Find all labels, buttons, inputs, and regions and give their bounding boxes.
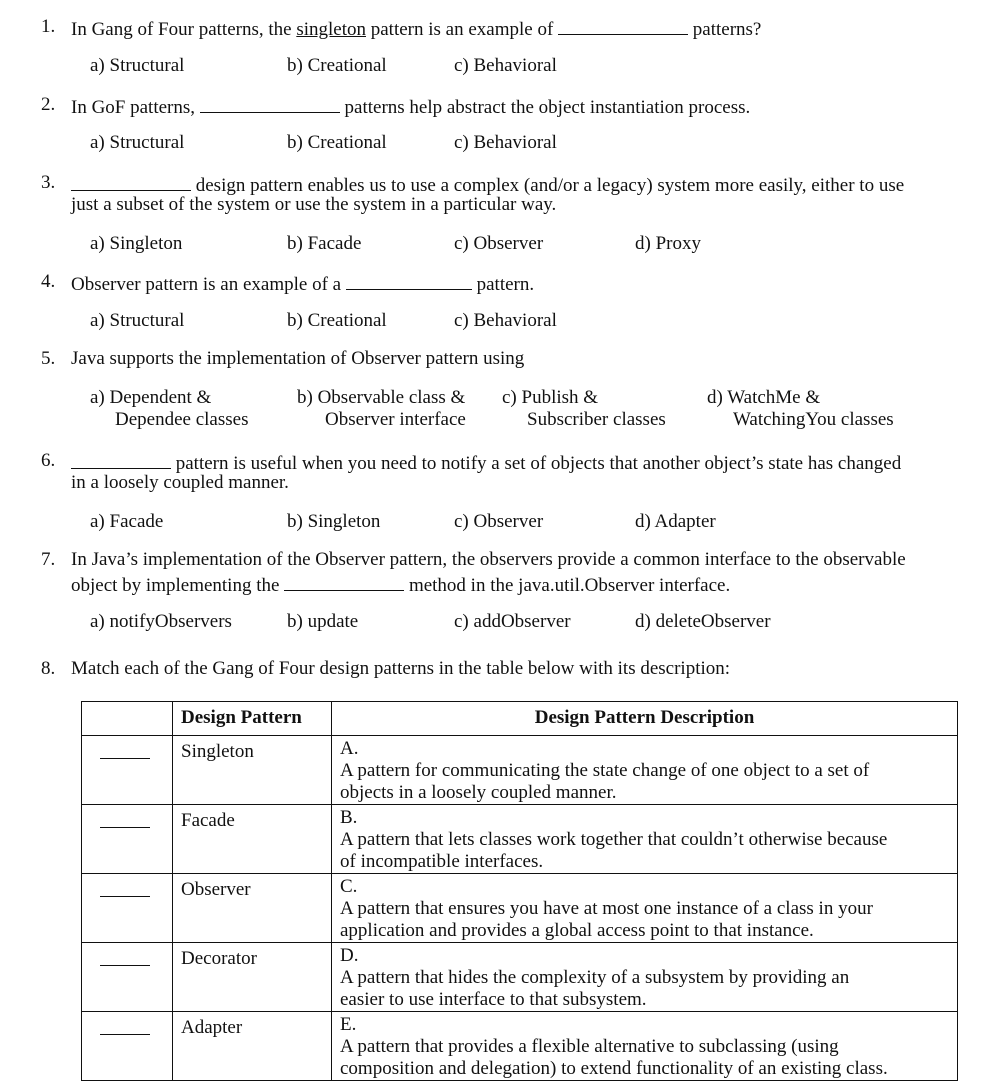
question-6-option-c[interactable]: c) Observer xyxy=(454,511,544,532)
question-4-option-a[interactable]: a) Structural xyxy=(90,310,185,331)
question-7-text: In Java’s implementation of the Observer pattern, the observers provide a common interface to the observable xyxy=(71,549,906,570)
question-6-option-b[interactable]: b) Singleton xyxy=(287,511,381,532)
pattern-description: D. A pattern that hides the complexity of a subsystem by providing an easier to use interface to that subsystem. xyxy=(332,943,958,1012)
question-5-option-c[interactable]: c) Publish & Subscriber classes xyxy=(502,387,666,430)
question-6-text-line2: in a loosely coupled manner. xyxy=(71,472,289,493)
question-2-blank[interactable] xyxy=(200,94,340,113)
question-4-number: 4. xyxy=(41,271,56,292)
question-5-text: Java supports the implementation of Observer pattern using xyxy=(71,348,525,369)
question-3-text: design pattern enables us to use a complex (and/or a legacy) system more easily, either to use xyxy=(71,172,904,197)
question-5-option-b[interactable]: b) Observable class & Observer interface xyxy=(297,387,466,430)
table-row xyxy=(82,874,958,943)
question-7-number: 7. xyxy=(41,549,56,570)
question-1-option-b[interactable]: b) Creational xyxy=(287,55,387,76)
question-3-option-a[interactable]: a) Singleton xyxy=(90,233,183,254)
table-header-row xyxy=(82,702,958,736)
question-5-option-d[interactable]: d) WatchMe & WatchingYou classes xyxy=(707,387,894,430)
table-row xyxy=(82,1012,958,1081)
question-4-blank[interactable] xyxy=(346,271,472,290)
question-8-text: Match each of the Gang of Four design patterns in the table below with its description: xyxy=(71,658,731,679)
question-7-text-line2: object by implementing the method in the java.util.Observer interface. xyxy=(71,572,730,597)
pattern-description: A. A pattern for communicating the state change of one object to a set of objects in a loosely coupled manner. xyxy=(332,736,958,805)
question-1-blank[interactable] xyxy=(558,16,688,35)
answer-blank-adapter[interactable] xyxy=(100,1034,150,1035)
question-3-blank[interactable] xyxy=(71,172,191,191)
answer-blank-observer[interactable] xyxy=(100,896,150,897)
question-7-blank[interactable] xyxy=(284,572,404,591)
question-4-text: Observer pattern is an example of a pattern. xyxy=(71,271,534,296)
question-6-blank[interactable] xyxy=(71,450,171,469)
table-row xyxy=(82,736,958,805)
question-1-number: 1. xyxy=(41,16,56,37)
question-1-option-c[interactable]: c) Behavioral xyxy=(454,55,557,76)
question-4-option-b[interactable]: b) Creational xyxy=(287,310,387,331)
question-7-option-b[interactable]: b) update xyxy=(287,611,359,632)
answer-blank-singleton[interactable] xyxy=(100,758,150,759)
question-6-option-d[interactable]: d) Adapter xyxy=(635,511,716,532)
question-2-option-c[interactable]: c) Behavioral xyxy=(454,132,557,153)
question-2-text: In GoF patterns, patterns help abstract the object instantiation process. xyxy=(71,94,750,119)
question-3-option-d[interactable]: d) Proxy xyxy=(635,233,701,254)
answer-column-header xyxy=(82,702,173,736)
question-1-option-a[interactable]: a) Structural xyxy=(90,55,185,76)
pattern-description: B. A pattern that lets classes work together that couldn’t otherwise because of incompatible interfaces. xyxy=(332,805,958,874)
question-8-number: 8. xyxy=(41,658,56,679)
question-2-option-a[interactable]: a) Structural xyxy=(90,132,185,153)
question-1-text: In Gang of Four patterns, the singleton pattern is an example of patterns? xyxy=(71,16,761,41)
question-3-number: 3. xyxy=(41,172,56,193)
matching-table xyxy=(81,701,958,1081)
question-6-option-a[interactable]: a) Facade xyxy=(90,511,164,532)
question-3-text-line2: just a subset of the system or use the system in a particular way. xyxy=(71,194,557,215)
question-3-option-b[interactable]: b) Facade xyxy=(287,233,362,254)
pattern-name: Facade xyxy=(173,805,332,874)
question-7-option-d[interactable]: d) deleteObserver xyxy=(635,611,771,632)
question-2-option-b[interactable]: b) Creational xyxy=(287,132,387,153)
table-row xyxy=(82,805,958,874)
question-5-number: 5. xyxy=(41,348,56,369)
singleton-underlined: singleton xyxy=(296,19,366,40)
pattern-name: Adapter xyxy=(173,1012,332,1081)
question-2-number: 2. xyxy=(41,94,56,115)
pattern-description: C. A pattern that ensures you have at most one instance of a class in your application and provides a global access point to that instance. xyxy=(332,874,958,943)
question-6-number: 6. xyxy=(41,450,56,471)
pattern-description: E. A pattern that provides a flexible alternative to subclassing (using composition and delegation) to extend functionality of an existing class. xyxy=(332,1012,958,1081)
answer-blank-facade[interactable] xyxy=(100,827,150,828)
table-row xyxy=(82,943,958,1012)
design-pattern-header: Design Pattern xyxy=(173,702,332,736)
question-4-option-c[interactable]: c) Behavioral xyxy=(454,310,557,331)
answer-blank-decorator[interactable] xyxy=(100,965,150,966)
question-7-option-a[interactable]: a) notifyObservers xyxy=(90,611,232,632)
question-3-option-c[interactable]: c) Observer xyxy=(454,233,544,254)
description-header: Design Pattern Description xyxy=(332,702,958,736)
question-6-text: pattern is useful when you need to notify a set of objects that another object’s state has changed xyxy=(71,450,901,475)
pattern-name: Singleton xyxy=(173,736,332,805)
pattern-name: Observer xyxy=(173,874,332,943)
question-5-option-a[interactable]: a) Dependent & Dependee classes xyxy=(90,387,249,430)
question-7-option-c[interactable]: c) addObserver xyxy=(454,611,571,632)
pattern-name: Decorator xyxy=(173,943,332,1012)
